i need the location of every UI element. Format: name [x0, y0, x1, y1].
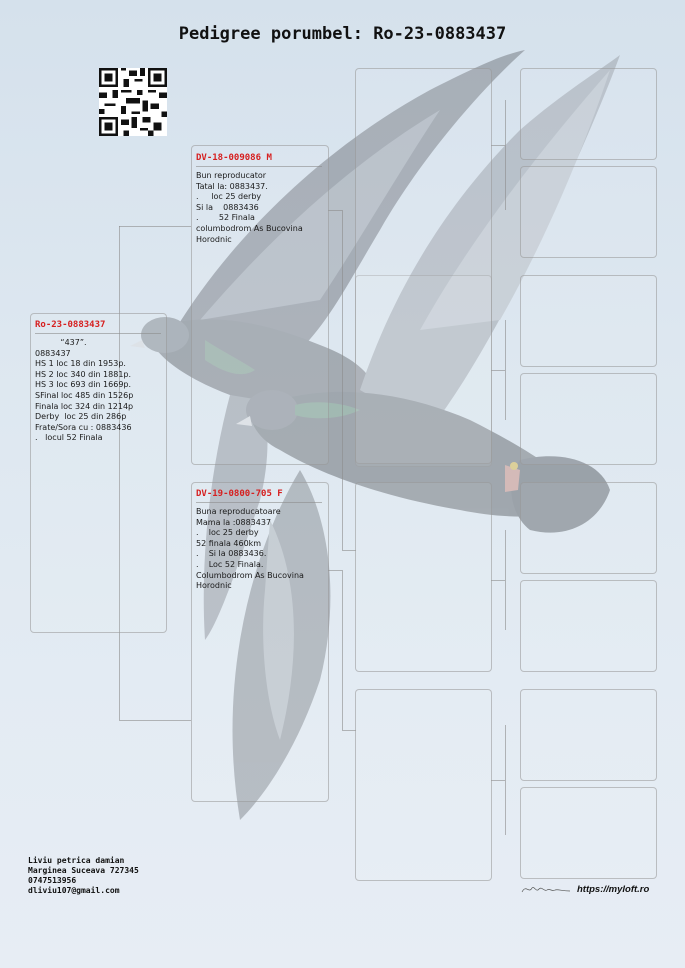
dam-ring-number: DV-19-0800-705 F [196, 489, 322, 503]
great-grandparent-card[interactable] [520, 275, 657, 367]
grandparent-card[interactable] [355, 275, 492, 467]
owner-name: Liviu petrica damian [28, 856, 125, 865]
qr-code-icon[interactable] [99, 68, 167, 136]
great-grandparent-card[interactable] [520, 482, 657, 574]
grandparent-card[interactable] [355, 482, 492, 672]
connector-line [328, 570, 342, 571]
great-grandparent-card[interactable] [520, 689, 657, 781]
connector-line [505, 725, 506, 835]
great-grandparent-card[interactable] [520, 68, 657, 160]
connector-line [491, 780, 505, 781]
connector-line [119, 720, 191, 721]
sire-ring-number: DV-18-009086 M [196, 153, 322, 167]
owner-email[interactable]: dliviu107@gmail.com [28, 886, 120, 895]
connector-line [505, 320, 506, 420]
connector-line [505, 530, 506, 630]
connector-line [342, 730, 356, 731]
page-title: Pedigree porumbel: Ro-23-0883437 [178, 24, 507, 44]
website-link[interactable]: https://myloft.ro [577, 884, 650, 895]
sire-notes: Bun reproducator Tatal la: 0883437. . loc 25 derby Si la 0883436 . 52 Finala columbodrom As Bucovina Horodnic [196, 171, 303, 244]
owner-address: Marginea Suceava 727345 [28, 866, 139, 875]
great-grandparent-card[interactable] [520, 166, 657, 258]
connector-line [342, 210, 343, 550]
connector-line [342, 570, 343, 730]
connector-line [342, 550, 356, 551]
subject-ring-number: Ro-23-0883437 [35, 320, 161, 334]
dam-notes: Buna reproducatoare Mama la :0883437 . loc 25 derby 52 finala 460km . Si la 0883436. . Loc 52 Finala. Columbodrom As Bucovina Horodnic [196, 507, 304, 591]
connector-line [119, 226, 191, 227]
great-grandparent-card[interactable] [520, 373, 657, 465]
subject-notes: “437”. 0883437 HS 1 loc 18 din 1953p. HS 2 loc 340 din 1881p. HS 3 loc 693 din 1669p. SFinal loc 485 din 1526p Finala loc 324 din 1214p Derby loc 25 din 286p Frate/Sora cu : 0883436 . locul 52 Finala [35, 338, 134, 443]
grandparent-card[interactable] [355, 689, 492, 881]
great-grandparent-card[interactable] [520, 787, 657, 879]
owner-contact [28, 856, 139, 896]
connector-line [491, 580, 505, 581]
signature-icon [520, 882, 572, 896]
connector-line [505, 100, 506, 210]
owner-phone: 0747513956 [28, 876, 77, 885]
connector-line [491, 370, 505, 371]
connector-line [328, 210, 342, 211]
great-grandparent-card[interactable] [520, 580, 657, 672]
connector-line [491, 145, 505, 146]
